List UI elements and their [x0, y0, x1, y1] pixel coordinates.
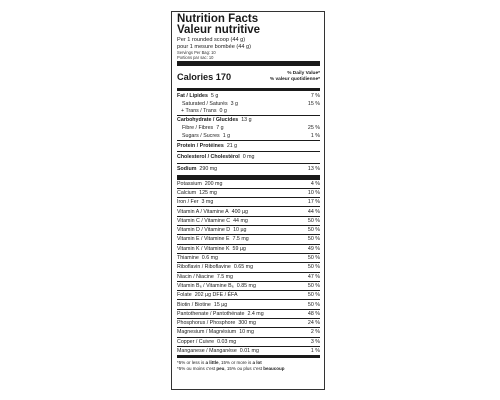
nutrient-label: Biotin / Biotine [177, 301, 211, 308]
saturated-label: Saturated / Saturés [182, 100, 228, 107]
nutrient-row [177, 189, 320, 198]
nutrient-label: Vitamin E / Vitamine E [177, 236, 230, 243]
nutrient-label: Thiamine [177, 255, 199, 262]
nutrient-dv: 3 % [310, 338, 320, 345]
nutrient-dv: 50 % [307, 217, 320, 224]
saturated-dv: 15 % [307, 100, 320, 107]
nutrient-dv: 50 % [307, 292, 320, 299]
nutrient-amount: 3 mg [201, 199, 214, 206]
nutrient-label: Magnesium / Magnésium [177, 329, 237, 336]
nutrient-amount: 0.85 mg [236, 282, 256, 289]
nutrient-label: Iron / Fer [177, 199, 199, 206]
nutrient-row [177, 207, 320, 216]
nutrient-label: Vitamin A / Vitamine A [177, 208, 229, 215]
nutrient-label: Folate [177, 292, 192, 299]
nutrient-dv: 24 % [307, 320, 320, 327]
nutrient-row [177, 273, 320, 282]
nutrient-amount: 0.01 mg [239, 348, 259, 355]
nutrient-row [177, 180, 320, 189]
nutrient-amount: 7.5 mg [216, 273, 234, 280]
footnote-en: *5% or less is a little, 15% or more is a lot [177, 360, 262, 366]
calories-row [177, 66, 320, 88]
serving-fr: pour 1 mesure bombée (44 g) [177, 43, 252, 50]
nutrition-facts-label [171, 11, 325, 390]
nutrient-amount: 202 µg DFE / ÉFA [194, 292, 238, 299]
nutrient-dv: 48 % [307, 310, 320, 317]
nutrient-dv: 50 % [307, 227, 320, 234]
fat-row [177, 91, 320, 100]
nutrient-row [177, 198, 320, 207]
sodium-row [177, 164, 320, 175]
nutrient-label: Niacin / Niacine [177, 273, 214, 280]
nutrient-amount: 2.4 mg [247, 310, 264, 317]
nutrient-row [177, 254, 320, 263]
calories-label: Calories 170 [177, 72, 232, 83]
vitamins-minerals-list [177, 180, 320, 356]
nutrient-row [177, 263, 320, 272]
nutrient-amount: 44 mg [233, 217, 248, 224]
nutrient-amount: 125 mg [199, 190, 217, 196]
nutrient-dv: 17 % [307, 199, 320, 206]
carbohydrate-row [177, 116, 320, 125]
nutrient-label: Phosphorus / Phosphore [177, 320, 236, 327]
nutrient-dv: 50 % [307, 264, 320, 271]
nutrient-dv: 4 % [310, 180, 320, 187]
nutrient-dv: 47 % [307, 273, 320, 280]
nutrient-amount: 59 µg [232, 245, 246, 252]
fat-label: Fat / Lipides [177, 92, 208, 99]
carbohydrate-value: 13 g [241, 117, 252, 124]
nutrient-label: Pantothenate / Pantothénate [177, 310, 245, 317]
fibre-dv: 25 % [307, 125, 320, 132]
protein-value: 21 g [226, 142, 238, 149]
serving-en: Per 1 rounded scoop (44 g) [177, 37, 246, 43]
nutrient-label: Copper / Cuivre [177, 338, 215, 345]
nutrient-dv: 50 % [307, 301, 320, 308]
nutrient-row [177, 310, 320, 319]
footnote-fr: *5% ou moins c'est peu, 15% ou plus c'est beaucoup [177, 365, 285, 371]
sodium-dv: 13 % [307, 166, 320, 173]
nutrient-row [177, 217, 320, 226]
nutrient-label: Calcium [177, 190, 197, 196]
protein-row [177, 140, 320, 151]
title-fr: Valeur nutritive [177, 24, 261, 36]
nutrient-amount: 0.03 mg [217, 338, 237, 345]
nutrient-label: Potassium [177, 180, 202, 187]
nutrient-dv: 44 % [307, 208, 320, 215]
nutrient-row [177, 338, 320, 347]
sugars-row [177, 132, 320, 140]
nutrient-label: Vitamin D / Vitamine D [177, 227, 231, 234]
trans-value: 0 g [219, 108, 227, 115]
nutrient-row [177, 328, 320, 337]
daily-value-header-fr: % valeur quotidienne* [269, 77, 320, 83]
fibre-value: 7 g [216, 125, 224, 132]
nutrient-row [177, 300, 320, 309]
nutrient-dv: 49 % [307, 245, 320, 252]
nutrient-amount: 400 µg [231, 208, 248, 215]
cholesterol-row [177, 152, 320, 163]
carbohydrate-label: Carbohydrate / Glucides [177, 117, 239, 124]
nutrient-row [177, 245, 320, 254]
nutrient-row [177, 347, 320, 355]
sugars-value: 1 g [222, 132, 231, 139]
fat-value: 5 g [210, 92, 219, 99]
cholesterol-value: 0 mg [242, 154, 255, 161]
fibre-label: Fibre / Fibres [182, 125, 214, 132]
nutrient-amount: 7.5 mg [232, 236, 249, 243]
nutrient-row [177, 235, 320, 244]
daily-value-header-en: % Daily Value* [287, 71, 320, 77]
nutrient-row [177, 319, 320, 328]
nutrient-dv: 50 % [307, 282, 320, 289]
nutrient-dv: 50 % [307, 236, 320, 243]
nutrient-dv: 10 % [307, 190, 320, 196]
nutrient-dv: 2 % [310, 329, 320, 336]
nutrient-row [177, 226, 320, 235]
sugars-dv: 1 % [310, 132, 320, 139]
nutrient-label: Riboflavin / Riboflavine [177, 264, 231, 271]
protein-label: Protein / Protéines [177, 142, 224, 149]
nutrient-amount: 300 mg [238, 320, 256, 327]
nutrient-amount: 0.65 mg [233, 264, 254, 271]
nutrient-amount: 10 mg [239, 329, 254, 336]
nutrient-amount: 0.6 mg [201, 255, 218, 262]
saturated-value: 3 g [230, 100, 239, 107]
nutrient-amount: 15 µg [213, 301, 228, 308]
nutrient-label: Vitamin C / Vitamine C [177, 217, 231, 224]
saturated-row [177, 100, 320, 107]
fat-dv: 7 % [310, 92, 320, 99]
sodium-label: Sodium [177, 166, 197, 173]
nutrient-dv: 1 % [310, 348, 320, 355]
nutrient-row [177, 282, 320, 291]
nutrient-label: Vitamin K / Vitamine K [177, 245, 230, 252]
servings-per-bag-en: Servings Per Bag: 10 [177, 50, 216, 56]
nutrient-label: Vitamin B₆ / Vitamine B₆ [177, 282, 234, 289]
nutrient-dv: 50 % [307, 255, 320, 262]
nutrient-label: Manganese / Manganèse [177, 348, 237, 355]
divider-mid [177, 355, 320, 358]
sugars-label: Sugars / Sucres [182, 132, 220, 139]
fibre-row [177, 125, 320, 132]
cholesterol-label: Cholesterol / Cholestérol [177, 154, 240, 161]
nutrient-amount: 10 µg [233, 227, 247, 234]
servings-per-bag-fr: Portions par sac: 10 [177, 55, 214, 61]
trans-row [177, 107, 320, 115]
nutrient-row [177, 291, 320, 300]
trans-label: + Trans / Trans [181, 108, 217, 115]
sodium-value: 290 mg [199, 166, 218, 173]
title-en: Nutrition Facts [177, 13, 259, 25]
nutrient-amount: 200 mg [204, 180, 223, 187]
